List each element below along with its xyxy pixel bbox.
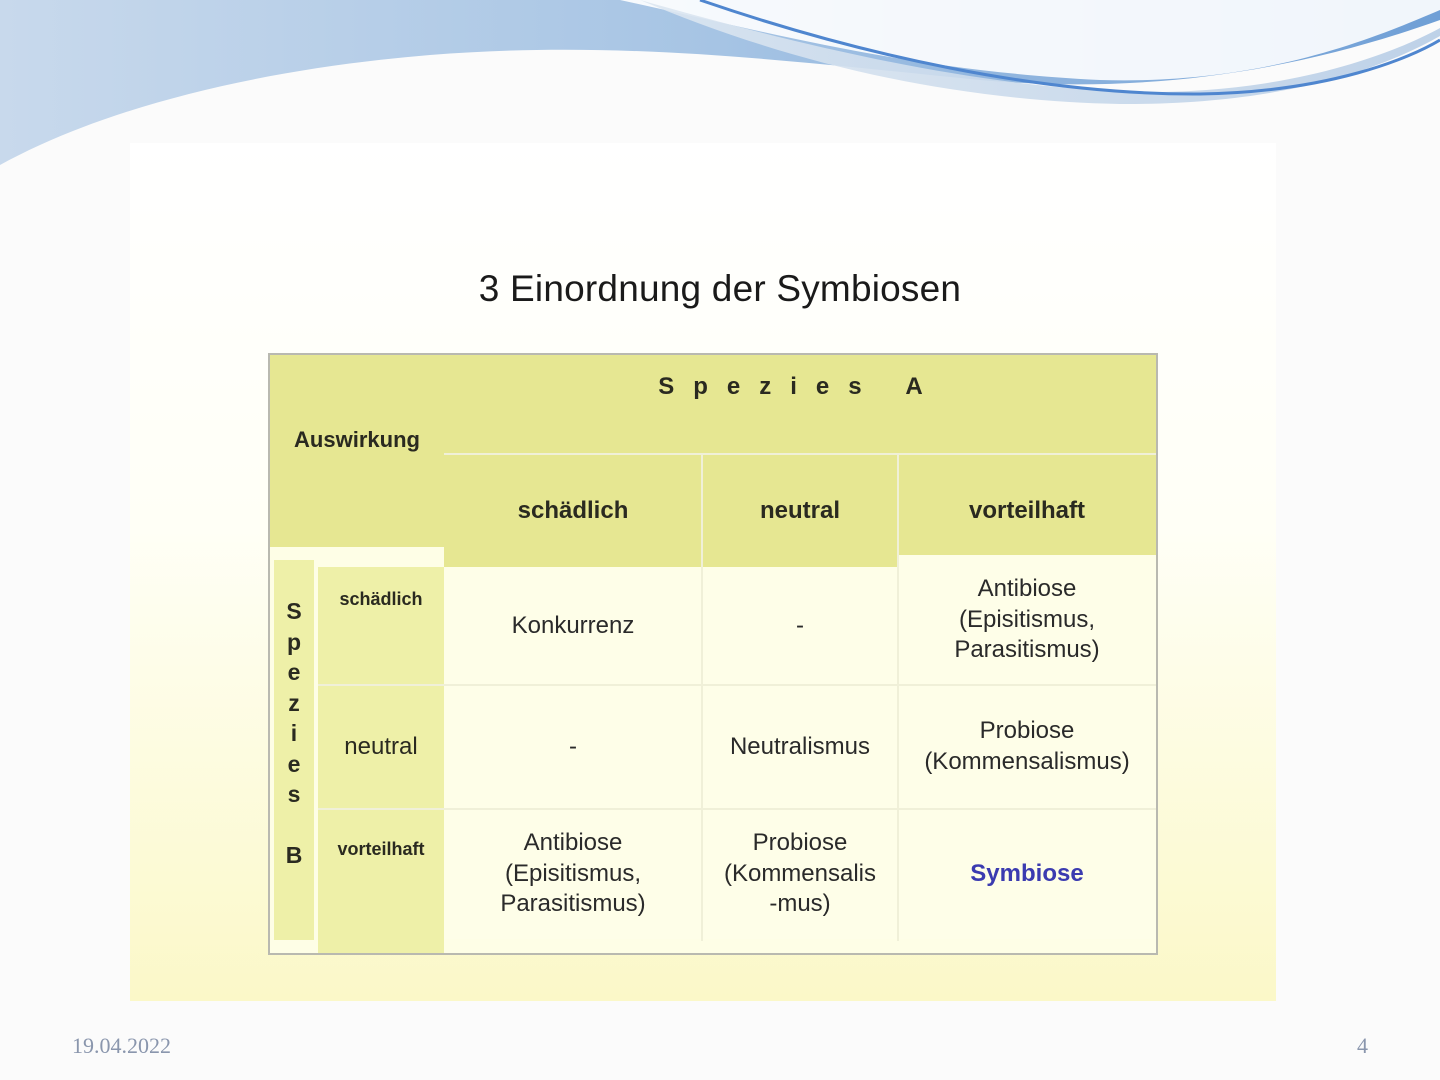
slide-page-number: 4 [1357, 1033, 1368, 1058]
grid-line [444, 684, 1156, 686]
cell-symbiose [898, 809, 1156, 939]
spezies-b-label: S p e z i e s B [274, 560, 314, 940]
grid-line [318, 808, 444, 810]
slide-date: 19.04.2022 [72, 1033, 171, 1058]
cell-dash-neutral-row: - [444, 685, 702, 809]
grid-line [444, 453, 1156, 455]
grid-line [897, 455, 899, 941]
cell-empty-dash: - [702, 567, 898, 685]
cell-antibiose-bottom: Antibiose (Episitismus, Parasitismus) [444, 809, 702, 939]
cell-konkurrenz: Konkurrenz [444, 567, 702, 685]
cell-probiose-kommensalis-mus: Probiose (Kommensalis -mus) [702, 809, 898, 939]
cell-neutralismus: Neutralismus [702, 685, 898, 809]
grid-line [318, 684, 444, 686]
col-header-neutral: neutral [702, 455, 898, 567]
symbiose-highlight: Symbiose [970, 859, 1084, 887]
row-header-schaedlich: schädlich [318, 567, 444, 685]
corner-label: Auswirkung [294, 427, 420, 452]
corner-header-cell [270, 355, 444, 547]
slide-title: 3 Einordnung der Symbiosen [478, 268, 962, 309]
row-header-neutral: neutral [318, 685, 444, 809]
row-header-vorteilhaft: vorteilhaft [318, 809, 444, 953]
col-header-vorteilhaft: vorteilhaft [898, 455, 1156, 567]
col-header-schaedlich: schädlich [444, 455, 702, 567]
spezies-a-label: Spezies A [658, 373, 942, 400]
cell-antibiose-top: Antibiose (Episitismus, Parasitismus) [898, 555, 1156, 685]
cell-probiose-kommensalismus: Probiose (Kommensalismus) [898, 685, 1156, 809]
symbiosis-classification-table [268, 353, 1158, 955]
spezies-a-header [444, 355, 1156, 455]
grid-line [444, 808, 1156, 810]
grid-line [701, 455, 703, 941]
